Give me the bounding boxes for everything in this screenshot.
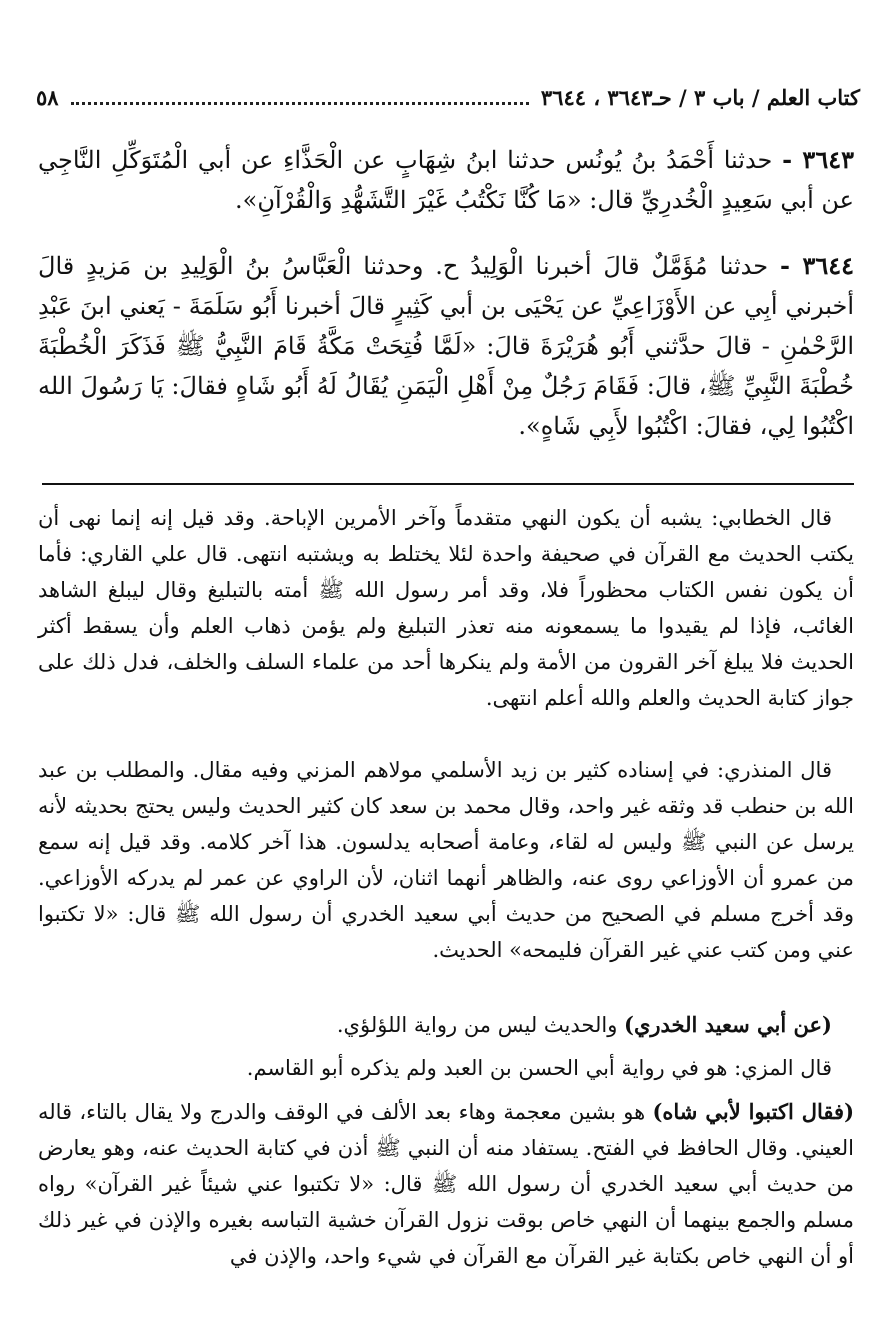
commentary-paragraph [38, 500, 854, 716]
commentary-text: قال المنذري: في إسناده كثير بن زيد الأسلمي مولاهم المزني وفيه مقال. والمطلب بن عبد الله بن حنطب قد وثقه غير واحد، وقال محمد بن سعد كان كثير الحديث وليس يحتج بحديثه لأنه يرسل عن النبي ﷺ وليس له لقاء، وعامة أصحابه يدلسون. هذا آخر كلامه. وقد قيل إنه سمع من عمرو أن الأوزاعي روى عنه، والظاهر أنهما اثنان، لأن الراوي عن عمر لم يدركه الأوزاعي. وقد أخرج مسلم في الصحيح من حديث أبي سعيد الخدري أن رسول الله ﷺ قال: «لا تكتبوا عني ومن كتب عني غير القرآن فليمحه» الحديث. [38, 758, 854, 962]
commentary-text: قال المزي: هو في رواية أبي الحسن بن العبد ولم يذكره أبو القاسم. [246, 1056, 832, 1080]
commentary-paragraph [38, 1007, 854, 1043]
page-header [36, 80, 860, 114]
running-title: كتاب العلم / باب ٣ / حـ٣٦٤٣ ، ٣٦٤٤ [540, 84, 860, 110]
leader-dots [71, 90, 529, 105]
hadith-3643 [38, 140, 854, 220]
commentary-lemma: (عن أبي سعيد الخدري) [624, 1012, 832, 1037]
commentary-paragraph [38, 752, 854, 968]
hadith-text: حدثنا أَحْمَدُ بنُ يُونُس حدثنا ابنُ شِهَابٍ عن الْحَذَّاءِ عن أبي الْمُتَوَكِّلِ النَّاجِي عن أبي سَعِيدٍ الْخُدرِيِّ قال: «مَا كُنَّا نَكْتُبُ غَيْرَ التَّشَهُّدِ وَالْقُرْآنِ». [38, 146, 854, 214]
commentary-lemma: (فقال اكتبوا لأبي شاه) [652, 1099, 855, 1124]
commentary-text: والحديث ليس من رواية اللؤلؤي. [336, 1013, 625, 1037]
commentary-text: قال الخطابي: يشبه أن يكون النهي متقدماً وآخر الأمرين الإباحة. وقد قيل إنه إنما نهى أن يكتب الحديث مع القرآن في صحيفة واحدة لئلا يختلط به ويشتبه انتهى. قال علي القاري: فأما أن يكون نفس الكتاب محظوراً فلا، وقد أمر رسول الله ﷺ أمته بالتبليغ وقال ليبلغ الشاهد الغائب، فإذا لم يقيدوا ما يسمعونه منه تعذر التبليغ ولم يؤمن ذهاب العلم وأن يسقط أكثر الحديث فلا يبلغ آخر القرون من الأمة ولم ينكرها أحد من علماء السلف والخلف، فدل ذلك على جواز كتابة الحديث والعلم والله أعلم انتهى. [38, 506, 854, 710]
commentary-paragraph [38, 1050, 854, 1086]
hadith-number: ٣٦٤٤ - [779, 251, 854, 280]
hadith-3644 [38, 246, 854, 446]
commentary-paragraph [38, 1094, 854, 1274]
hadith-number: ٣٦٤٣ - [782, 145, 854, 174]
commentary-text: هو بشين معجمة وهاء بعد الألف في الوقف والدرج ولا يقال بالتاء، قاله العيني. وقال الحافظ في الفتح. يستفاد منه أن النبي ﷺ أذن في كتابة الحديث عنه، وهو يعارض من حديث أبي سعيد الخدري أن رسول الله ﷺ قال: «لا تكتبوا عني شيئاً غير القرآن» رواه مسلم والجمع بينهما أن النهي خاص بوقت نزول القرآن خشية التباسه بغيره والإذن في غير ذلك أو أن النهي خاص بكتابة غير القرآن مع القرآن في شيء واحد، والإذن في [38, 1100, 854, 1268]
footnote-divider [42, 483, 854, 485]
page-number: ٥٨ [36, 84, 59, 110]
hadith-text: حدثنا مُؤَمَّلٌ قالَ أخبرنا الْوَلِيدُ ح. وحدثنا الْعَبَّاسُ بنُ الْوَلِيدِ بن مَزيدٍ قالَ أخبرني أبِي عن الأَوْزَاعِيِّ عن يَحْيَى بن أبي كَثِيرٍ قالَ أخبرنا أَبُو سَلَمَةَ - يَعني ابنَ عَبْدِ الرَّحْمٰنِ - قالَ حدَّثني أَبُو هُرَيْرَةَ قالَ: «لَمَّا فُتِحَتْ مَكَّةُ قَامَ النَّبِيُّ ﷺ فَذَكَرَ الْخُطْبَةَ خُطْبَةَ النَّبِيِّ ﷺ، قالَ: فَقَامَ رَجُلٌ مِنْ أَهْلِ الْيَمَنِ يُقَالُ لَهُ أَبُو شَاهٍ فقالَ: يَا رَسُولَ الله اكْتُبُوا لِي، فقالَ: اكْتُبُوا لأَبِي شَاهٍ». [38, 252, 854, 440]
